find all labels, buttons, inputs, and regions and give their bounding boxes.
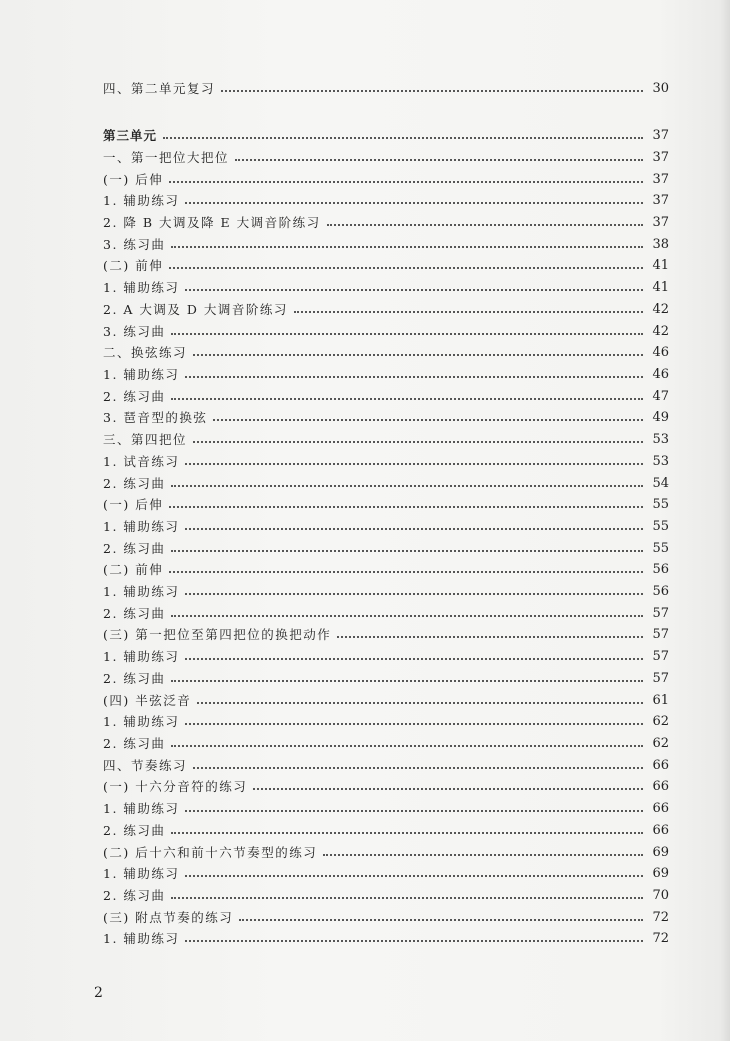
dot-leader (221, 90, 643, 92)
toc-entry-title: 2. 练习曲 (103, 887, 166, 903)
toc-entry-title: 1. 辅助练习 (103, 648, 180, 664)
toc-entry-page: 38 (652, 237, 669, 252)
toc-entry-title: (二) 后十六和前十六节奏型的练习 (103, 844, 318, 860)
toc-entry (103, 383, 669, 403)
dot-leader (185, 810, 643, 812)
toc-entry-page: 57 (652, 649, 669, 664)
toc-entry (103, 513, 669, 533)
dot-leader (169, 181, 643, 183)
toc-entry (103, 470, 669, 490)
toc-entry-page: 42 (652, 324, 669, 339)
dot-leader (185, 723, 643, 725)
toc-entry (103, 187, 669, 207)
toc-entry-page: 53 (652, 454, 669, 469)
toc-entry-title: 四、第二单元复习 (103, 80, 216, 96)
dot-leader (213, 419, 643, 421)
dot-leader (171, 897, 643, 899)
toc-entry-page: 72 (652, 910, 669, 925)
toc-entry-title: 1. 辅助练习 (103, 192, 180, 208)
toc-entry (103, 708, 669, 728)
toc-entry-page: 37 (652, 172, 669, 187)
toc-entry (103, 75, 669, 95)
toc-entry-title: 2. 练习曲 (103, 475, 166, 491)
toc-entry (103, 860, 669, 880)
toc-entry-title: 2. 练习曲 (103, 540, 166, 556)
toc-entry-title: 1. 辅助练习 (103, 279, 180, 295)
toc-entry-title: 1. 辅助练习 (103, 865, 180, 881)
dot-leader (171, 550, 643, 552)
toc-entry-title: 三、第四把位 (103, 431, 188, 447)
toc-entry-title: (二) 前伸 (103, 257, 164, 273)
page-number: 2 (94, 985, 103, 1001)
toc-entry-page: 49 (652, 410, 669, 425)
dot-leader (171, 680, 643, 682)
toc-entry (103, 448, 669, 468)
toc-entry-page: 66 (652, 758, 669, 773)
toc-entry-page: 56 (652, 584, 669, 599)
toc-entry (103, 404, 669, 424)
toc-entry-page: 55 (652, 497, 669, 512)
toc-entry (103, 882, 669, 902)
toc-entry (103, 687, 669, 707)
toc-entry-title: (三) 附点节奏的练习 (103, 909, 234, 925)
toc-entry (103, 274, 669, 294)
toc-entry-title: 2. A 大调及 D 大调音阶练习 (103, 301, 288, 317)
toc-entry (103, 556, 669, 576)
toc-entry-page: 37 (652, 128, 669, 143)
dot-leader (163, 137, 643, 139)
toc-entry-page: 46 (652, 367, 669, 382)
toc-entry-title: 1. 辅助练习 (103, 518, 180, 534)
toc-entry-page: 62 (652, 714, 669, 729)
dot-leader (185, 593, 643, 595)
dot-leader (337, 636, 643, 638)
toc-entry (103, 752, 669, 772)
toc-entry-title: 1. 辅助练习 (103, 583, 180, 599)
toc-entry-page: 54 (652, 476, 669, 491)
dot-leader (239, 919, 643, 921)
dot-leader (185, 202, 643, 204)
toc-entry-title: (二) 前伸 (103, 561, 164, 577)
dot-leader (185, 463, 643, 465)
toc-entry-page: 42 (652, 302, 669, 317)
toc-entry-title: (一) 十六分音符的练习 (103, 778, 248, 794)
toc-entry-page: 66 (652, 823, 669, 838)
dot-leader (327, 224, 643, 226)
toc-entry-page: 55 (652, 541, 669, 556)
toc-entry-title: 四、节奏练习 (103, 757, 188, 773)
toc-entry (103, 817, 669, 837)
dot-leader (169, 506, 643, 508)
dot-leader (185, 940, 643, 942)
toc-entry-title: (一) 后伸 (103, 171, 164, 187)
toc-entry-title: 二、换弦练习 (103, 344, 188, 360)
dot-leader (169, 267, 643, 269)
toc-entry (103, 209, 669, 229)
dot-leader (171, 615, 643, 617)
toc-entry (103, 144, 669, 164)
dot-leader (171, 246, 643, 248)
toc-entry (103, 643, 669, 663)
toc-entry-title: 3. 练习曲 (103, 323, 166, 339)
toc-entry-page: 47 (652, 389, 669, 404)
toc-entry-title: 3. 练习曲 (103, 236, 166, 252)
dot-leader (185, 528, 643, 530)
toc-entry (103, 773, 669, 793)
toc-entry (103, 252, 669, 272)
toc-entry-title: 1. 辅助练习 (103, 713, 180, 729)
toc-entry-title: 2. 练习曲 (103, 822, 166, 838)
dot-leader (171, 745, 643, 747)
toc-entry-title: 2. 练习曲 (103, 670, 166, 686)
toc-entry (103, 665, 669, 685)
toc-entry (103, 600, 669, 620)
dot-leader (193, 441, 643, 443)
toc-entry (103, 231, 669, 251)
toc-entry (103, 904, 669, 924)
toc-entry-title: 2. 练习曲 (103, 388, 166, 404)
toc-entry-title: 1. 辅助练习 (103, 800, 180, 816)
dot-leader (294, 311, 643, 313)
toc-entry (103, 426, 669, 446)
toc-entry-title: 2. 降 B 大调及降 E 大调音阶练习 (103, 214, 321, 230)
toc-entry-page: 61 (652, 693, 669, 708)
dot-leader (171, 832, 643, 834)
toc-entry-page: 66 (652, 801, 669, 816)
toc-entry-title: 1. 辅助练习 (103, 366, 180, 382)
toc-entry-title: 1. 辅助练习 (103, 930, 180, 946)
dot-leader (169, 571, 643, 573)
toc-entry (103, 296, 669, 316)
toc-entry-page: 72 (652, 931, 669, 946)
page-edge-shadow (720, 0, 730, 1041)
dot-leader (193, 767, 643, 769)
dot-leader (171, 333, 643, 335)
toc-entry-page: 62 (652, 736, 669, 751)
dot-leader (235, 159, 643, 161)
toc-entry-title: 1. 试音练习 (103, 453, 180, 469)
toc-entry-title: (一) 后伸 (103, 496, 164, 512)
toc-entry (103, 339, 669, 359)
toc-entry-page: 69 (652, 866, 669, 881)
toc-entry (103, 925, 669, 945)
toc-entry (103, 491, 669, 511)
dot-leader (253, 788, 643, 790)
toc-entry-page: 30 (652, 81, 669, 96)
toc-entry-page: 69 (652, 845, 669, 860)
toc-entry-page: 37 (652, 215, 669, 230)
toc-entry-title: 2. 练习曲 (103, 735, 166, 751)
toc-entry-page: 57 (652, 627, 669, 642)
dot-leader (185, 875, 643, 877)
toc-entry-page: 70 (652, 888, 669, 903)
toc-entry (103, 795, 669, 815)
toc-entry-title: (四) 半弦泛音 (103, 692, 192, 708)
toc-entry-page: 46 (652, 345, 669, 360)
dot-leader (197, 702, 643, 704)
toc-entry (103, 535, 669, 555)
toc-entry-page: 57 (652, 671, 669, 686)
toc-entry-page: 55 (652, 519, 669, 534)
dot-leader (185, 289, 643, 291)
toc-entry-title: 第三单元 (103, 127, 158, 143)
toc-entry (103, 621, 669, 641)
toc-entry (103, 318, 669, 338)
toc-entry (103, 578, 669, 598)
dot-leader (171, 485, 643, 487)
toc-entry (103, 122, 669, 142)
toc-entry (103, 166, 669, 186)
toc-entry (103, 839, 669, 859)
toc-entry-page: 53 (652, 432, 669, 447)
toc-entry-title: 2. 练习曲 (103, 605, 166, 621)
toc-entry-page: 66 (652, 779, 669, 794)
toc-entry (103, 730, 669, 750)
toc-entry-title: (三) 第一把位至第四把位的换把动作 (103, 626, 332, 642)
toc-entry (103, 361, 669, 381)
dot-leader (171, 398, 643, 400)
dot-leader (323, 854, 643, 856)
toc-entry-page: 41 (652, 280, 669, 295)
toc-entry-page: 41 (652, 258, 669, 273)
toc-entry-page: 37 (652, 150, 669, 165)
toc-entry-page: 57 (652, 606, 669, 621)
toc-entry-page: 56 (652, 562, 669, 577)
toc-entry-page: 37 (652, 193, 669, 208)
dot-leader (193, 354, 643, 356)
dot-leader (185, 376, 643, 378)
toc-entry-title: 3. 琶音型的换弦 (103, 409, 208, 425)
toc-entry-title: 一、第一把位大把位 (103, 149, 230, 165)
dot-leader (185, 658, 643, 660)
